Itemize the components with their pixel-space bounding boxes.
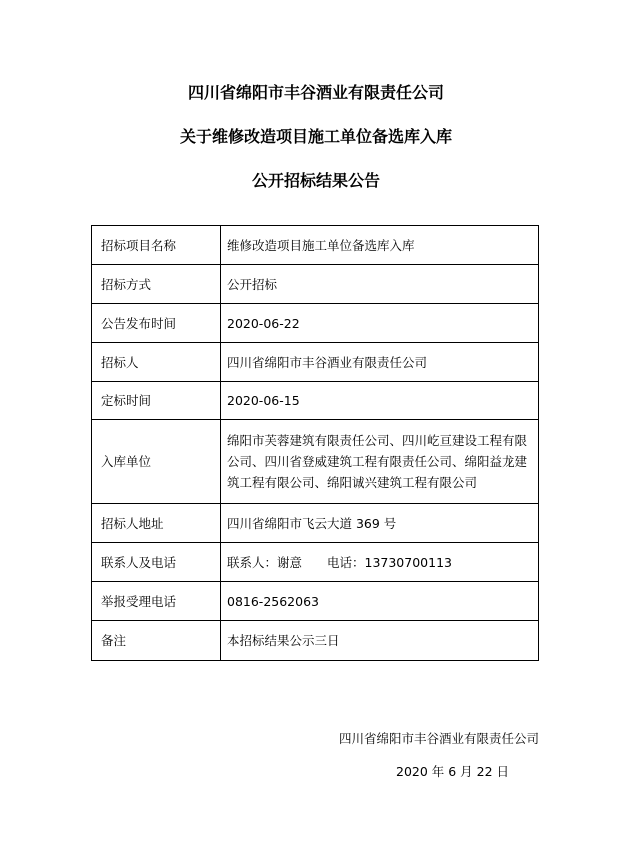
signature-date: 2020 年 6 月 22 日 [396, 764, 510, 779]
table-row-bid-method [92, 265, 539, 304]
row-value: 本招标结果公示三日 [221, 621, 539, 661]
table-row-tenderer-address [92, 504, 539, 543]
row-label: 入库单位 [92, 420, 221, 504]
row-value: 维修改造项目施工单位备选库入库 [221, 226, 539, 265]
table-row-contact [92, 543, 539, 582]
row-label: 备注 [92, 621, 221, 661]
table-row-publish-date [92, 304, 539, 343]
table-row-project-name [92, 226, 539, 265]
table-row-admitted-companies [92, 420, 539, 504]
row-value: 绵阳市芙蓉建筑有限责任公司、四川屹亘建设工程有限公司、四川省登威建筑工程有限责任公司、绵阳益龙建筑工程有限公司、绵阳诚兴建筑工程有限公司 [221, 420, 539, 504]
row-value: 2020-06-15 [221, 382, 539, 420]
table-row-report-phone [92, 582, 539, 621]
row-label: 定标时间 [92, 382, 221, 420]
row-label: 招标项目名称 [92, 226, 221, 265]
table-row-tenderer [92, 343, 539, 382]
table-row-award-date [92, 382, 539, 420]
row-label: 招标方式 [92, 265, 221, 304]
signature-organization: 四川省绵阳市丰谷酒业有限责任公司 [338, 731, 539, 746]
row-value: 四川省绵阳市飞云大道 369 号 [221, 504, 539, 543]
row-value: 公开招标 [221, 265, 539, 304]
announcement-title-company: 四川省绵阳市丰谷酒业有限责任公司 [187, 83, 444, 102]
table-row-remarks [92, 621, 539, 661]
row-label: 公告发布时间 [92, 304, 221, 343]
announcement-title-subject: 关于维修改造项目施工单位备选库入库 [179, 127, 452, 146]
bid-result-table [91, 225, 539, 661]
row-label: 联系人及电话 [92, 543, 221, 582]
row-value: 0816-2562063 [221, 582, 539, 621]
row-label: 举报受理电话 [92, 582, 221, 621]
announcement-title-type: 公开招标结果公告 [251, 171, 380, 190]
row-label: 招标人 [92, 343, 221, 382]
row-value: 联系人：谢意 电话：13730700113 [221, 543, 539, 582]
row-value: 四川省绵阳市丰谷酒业有限责任公司 [221, 343, 539, 382]
row-value: 2020-06-22 [221, 304, 539, 343]
row-label: 招标人地址 [92, 504, 221, 543]
